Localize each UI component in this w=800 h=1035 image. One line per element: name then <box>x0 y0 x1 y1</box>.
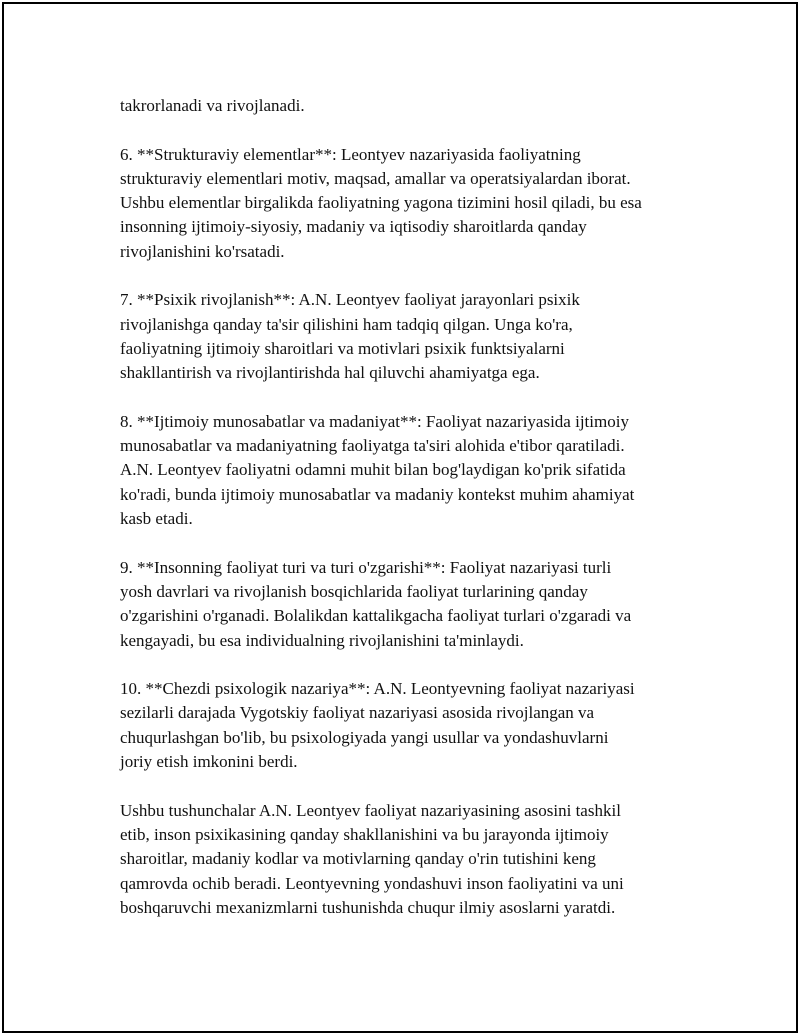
paragraph-continuation: takrorlanadi va rivojlanadi. <box>120 96 305 115</box>
paragraph-conclusion: Ushbu tushunchalar A.N. Leontyev faoliyat nazariyasining asosini tashkil etib, inson psixikasining qanday shakllanishini va bu jarayonda ijtimoiy sharoitlar, madaniy kodlar va motivlarning qanday o'rin tutishini keng qamrovda ochib beradi. Leontyevning yondashuvi inson faoliyatini va uni boshqaruvchi mexanizmlarni tushunishda chuqur ilmiy asoslarni yaratdi. <box>120 800 624 917</box>
paragraph-item-10: 10. **Chezdi psixologik nazariya**: A.N. Leontyevning faoliyat nazariyasi sezilarli darajada Vygotskiy faoliyat nazariyasi asosida rivojlangan va chuqurlashgan bo'lib, bu psixologiyada yangi usullar va yondashuvlarni joriy etish imkonini berdi. <box>120 679 635 772</box>
paragraph-item-8: 8. **Ijtimoiy munosabatlar va madaniyat**: Faoliyat nazariyasida ijtimoiy munosabatlar va madaniyatning faoliyatga ta'siri alohida e'tibor qaratiladi. A.N. Leontyev faoliyatni odamni muhit bilan bog'laydigan ko'prik sifatida ko'radi, bunda ijtimoiy munosabatlar va madaniy kontekst muhim ahamiyat kasb etadi. <box>120 411 635 529</box>
paragraph-item-6: 6. **Strukturaviy elementlar**: Leontyev nazariyasida faoliyatning strukturaviy elementlari motiv, maqsad, amallar va operatsiyalardan iborat. Ushbu elementlar birgalikda faoliyatning yagona tizimini hosil qiladi, bu esa insonning ijtimoiy-siyosiy, madaniy va iqtisodiy sharoitlarda qanday rivojlanishini ko'rsatadi. <box>120 144 642 261</box>
paragraph-item-9: 9. **Insonning faoliyat turi va turi o'zgarishi**: Faoliyat nazariyasi turli yosh davrlari va rivojlanish bosqichlarida faoliyat turlarining qanday o'zgarishini o'rganadi. Bolalikdan kattalikgacha faoliyat turlari o'zgaradi va kengayadi, bu esa individualning rivojlanishini ta'minlaydi. <box>120 557 632 650</box>
paragraph-item-7: 7. **Psixik rivojlanish**: A.N. Leontyev faoliyat jarayonlari psixik rivojlanishga qanday ta'sir qilishini ham tadqiq qilgan. Unga ko'ra, faoliyatning ijtimoiy sharoitlari va motivlari psixik funktsiyalarni shakllantirish va rivojlantirishda hal qiluvchi ahamiyatga ega. <box>120 290 580 383</box>
document-page <box>2 2 798 1033</box>
document-body <box>120 94 700 944</box>
